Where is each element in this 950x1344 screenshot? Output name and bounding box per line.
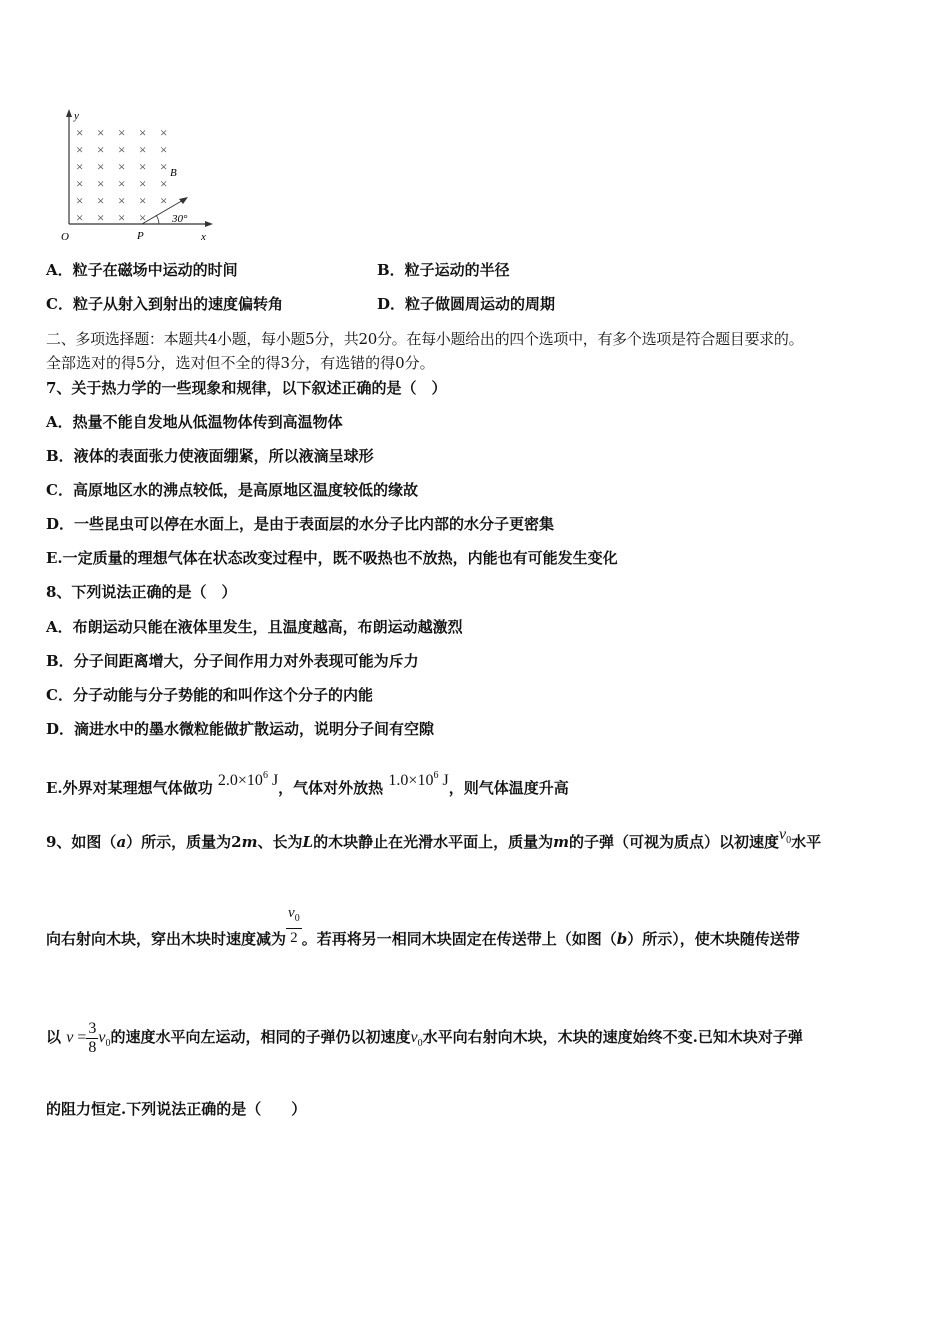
- field-cross: ×: [160, 142, 168, 157]
- velocity-arrowhead: [179, 197, 188, 204]
- q7-option-b: B．液体的表面张力使液面绷紧，所以液滴呈球形: [46, 447, 374, 465]
- field-cross: ×: [76, 125, 84, 140]
- field-cross: ×: [139, 125, 147, 140]
- q9-line3: 以 v = $\frac{3}{8}$ $v_0$的速度水平向左运动，相同的子弹仍以初速度$v_0$水平向右射向木块，木块的速度始终不变.已知木块对子弹: [46, 1019, 803, 1056]
- v0-over-2-fraction: $\frac{v_0}{2}$: [288, 905, 300, 946]
- field-cross: ×: [97, 210, 105, 225]
- field-cross: ×: [97, 142, 105, 157]
- q8-e-suffix: ，则气体温度升高: [448, 779, 569, 797]
- angle-label: 30°: [172, 213, 188, 225]
- field-cross: ×: [139, 176, 147, 191]
- q9-line2: 向右射向木块，穿出木块时速度减为 $\frac{v_0}{2}$ 。若再将另一相同木块固定在传送带上（如图（b）所示），使木块随传送带: [46, 905, 800, 948]
- q8-option-b: B．分子间距离增大，分子间作用力对外表现可能为斥力: [46, 652, 419, 670]
- field-cross: ×: [97, 159, 105, 174]
- x-axis-arrow: [205, 221, 213, 227]
- q6-option-d: D．粒子做圆周运动的周期: [377, 295, 556, 313]
- q8-e-prefix: E.外界对某理想气体做功: [46, 779, 213, 797]
- v0-symbol-2: $v_0$: [410, 1029, 423, 1049]
- field-cross: ×: [160, 176, 168, 191]
- field-cross: ×: [118, 142, 126, 157]
- field-cross: ×: [76, 142, 84, 157]
- v0-symbol: $v_0$: [778, 826, 792, 846]
- field-cross: ×: [160, 193, 168, 208]
- velocity-equation: v = $\frac{3}{8}$ $v_0$: [66, 1019, 111, 1056]
- field-cross: ×: [76, 176, 84, 191]
- angle-arc: [156, 215, 159, 224]
- q8-option-c: C．分子动能与分子势能的和叫作这个分子的内能: [46, 686, 373, 704]
- field-cross: ×: [97, 125, 105, 140]
- point-p-label: P: [137, 230, 144, 242]
- field-cross: ×: [118, 159, 126, 174]
- origin-label: O: [61, 231, 69, 243]
- field-cross: ×: [160, 125, 168, 140]
- y-axis-arrow: [66, 109, 72, 117]
- q7-option-a: A．热量不能自发地从低温物体传到高温物体: [46, 413, 343, 431]
- field-cross: ×: [139, 142, 147, 157]
- field-cross: ×: [118, 176, 126, 191]
- section2-instructions-line2: 全部选对的得5分，选对但不全的得3分，有选错的得0分。: [46, 354, 435, 372]
- q8-option-e: [46, 762, 569, 802]
- field-cross: ×: [160, 159, 168, 174]
- field-cross: ×: [139, 210, 147, 225]
- field-cross: ×: [97, 176, 105, 191]
- q8-e-value2: $1.0\times 10^6$ J: [388, 770, 449, 789]
- q8-e-value1: $2.0\times 10^6$ J: [217, 770, 279, 789]
- magnetic-field-figure: [55, 108, 225, 243]
- q6-option-b: B．粒子运动的半径: [377, 261, 510, 279]
- q7-option-c: C．高原地区水的沸点较低，是高原地区温度较低的缘故: [46, 481, 418, 499]
- field-cross: ×: [139, 159, 147, 174]
- q9-line1: 9、如图（a）所示，质量为2m、长为L的木块静止在光滑水平面上，质量为m的子弹（可视为质点）以初速度$v_0$水平: [46, 826, 822, 851]
- q7-option-d: D．一些昆虫可以停在水面上，是由于表面层的水分子比内部的水分子更密集: [46, 515, 555, 533]
- field-cross: ×: [97, 193, 105, 208]
- axis-label-y: y: [74, 110, 79, 122]
- q8-option-a: A．布朗运动只能在液体里发生，且温度越高，布朗运动越激烈: [46, 618, 463, 636]
- q8-e-middle: ，气体对外放热: [278, 779, 384, 797]
- field-cross: ×: [118, 125, 126, 140]
- axis-label-x: x: [201, 231, 206, 243]
- field-cross: ×: [76, 193, 84, 208]
- q6-option-a: A．粒子在磁场中运动的时间: [46, 261, 238, 279]
- q7-stem: 7、关于热力学的一些现象和规律，以下叙述正确的是（ ）: [46, 379, 447, 397]
- q6-option-c: C．粒子从射入到射出的速度偏转角: [46, 295, 283, 313]
- q8-stem: 8、下列说法正确的是（ ）: [46, 583, 237, 601]
- field-cross: ×: [76, 159, 84, 174]
- field-cross: ×: [118, 193, 126, 208]
- field-cross: ×: [76, 210, 84, 225]
- q7-option-e: E.一定质量的理想气体在状态改变过程中，既不吸热也不放热，内能也有可能发生变化: [46, 549, 618, 567]
- field-cross: ×: [118, 210, 126, 225]
- q9-line4: 的阻力恒定.下列说法正确的是（ ）: [46, 1100, 307, 1118]
- q8-option-d: D．滴进水中的墨水微粒能做扩散运动，说明分子间有空隙: [46, 720, 435, 738]
- point-b-label: B: [170, 167, 177, 179]
- section2-instructions-line1: 二、多项选择题：本题共4小题，每小题5分，共20分。在每小题给出的四个选项中，有多个选项是符合题目要求的。: [46, 330, 804, 348]
- field-cross-grid: [76, 125, 167, 225]
- field-cross: ×: [139, 193, 147, 208]
